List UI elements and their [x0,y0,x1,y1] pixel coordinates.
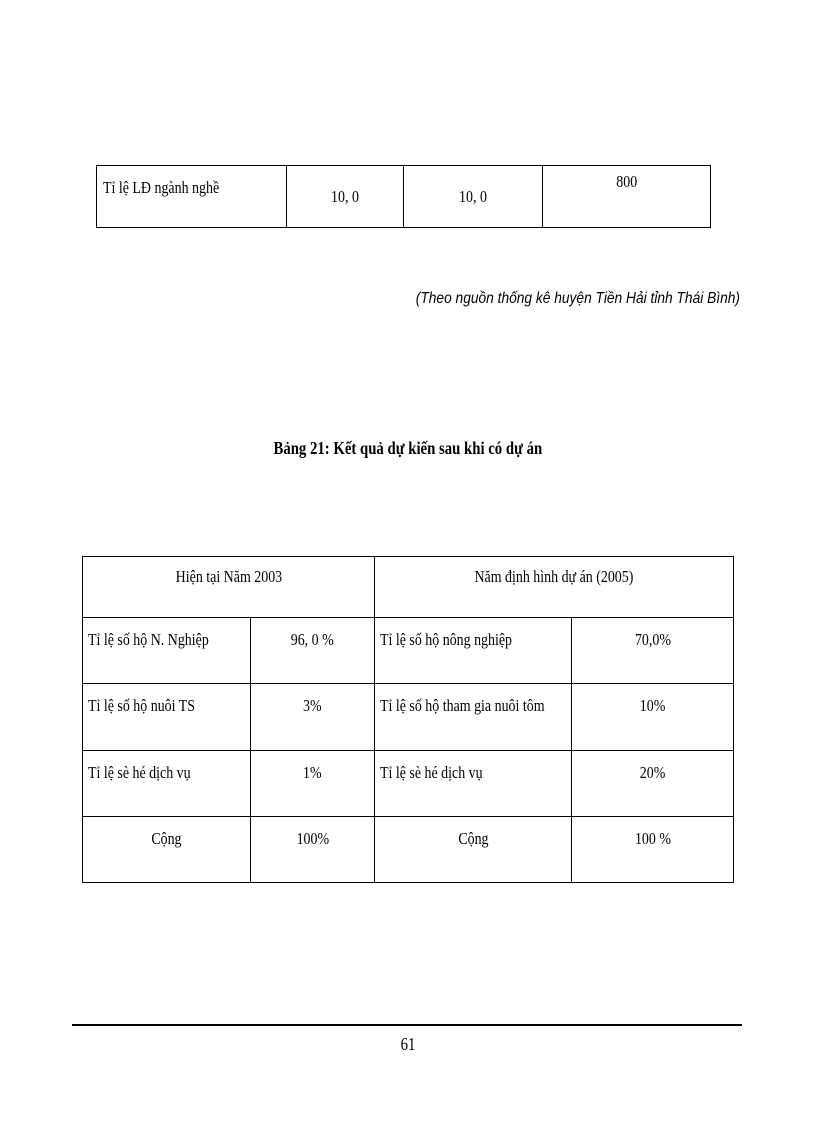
labor-ratio-table [96,165,711,228]
project-result-table [82,556,734,883]
table-cell-label: Tỉ lệ sè hé dịch vụ [83,750,251,816]
total-label: Cộng [83,816,251,882]
table-cell-value: 70,0% [572,618,734,684]
table-cell-value: 96, 0 % [251,618,375,684]
table-title: Bảng 21: Kết quả dự kiến sau khi có dự án [273,438,543,458]
table-cell-label: Tỉ lệ LĐ ngành nghề [97,166,287,228]
table-row [83,618,734,684]
table-cell-label: Tỉ lệ số hộ N. Nghiệp [83,618,251,684]
table-cell-value: 3% [251,684,375,750]
table-row [83,750,734,816]
header-current-2003: Hiện tại Năm 2003 [83,557,375,618]
table-header-row [83,557,734,618]
total-value: 100 % [572,816,734,882]
table-cell-value: 10% [572,684,734,750]
table-cell-value: 1% [251,750,375,816]
header-project-2005: Năm định hình dự án (2005) [375,557,734,618]
table-row [97,166,711,228]
footer-divider [72,1024,742,1026]
table-cell-value: 10, 0 [287,166,404,228]
table-row [83,684,734,750]
source-note: (Theo nguồn thống kê huyện Tiền Hải tỉnh Thái Bình) [415,290,740,307]
total-value: 100% [251,816,375,882]
total-label: Cộng [375,816,572,882]
table-total-row [83,816,734,882]
page-number: 61 [400,1034,416,1054]
table-cell-label: Tỉ lệ số hộ nuôi TS [83,684,251,750]
table-cell-label: Tỉ lệ số hộ tham gia nuôi tôm [375,684,572,750]
table-cell-value: 10, 0 [404,166,543,228]
table-cell-value: 20% [572,750,734,816]
table-cell-value: 800 [543,166,711,228]
table-cell-label: Tỉ lệ sè hé dịch vụ [375,750,572,816]
table-cell-label: Tỉ lệ số hộ nông nghiệp [375,618,572,684]
